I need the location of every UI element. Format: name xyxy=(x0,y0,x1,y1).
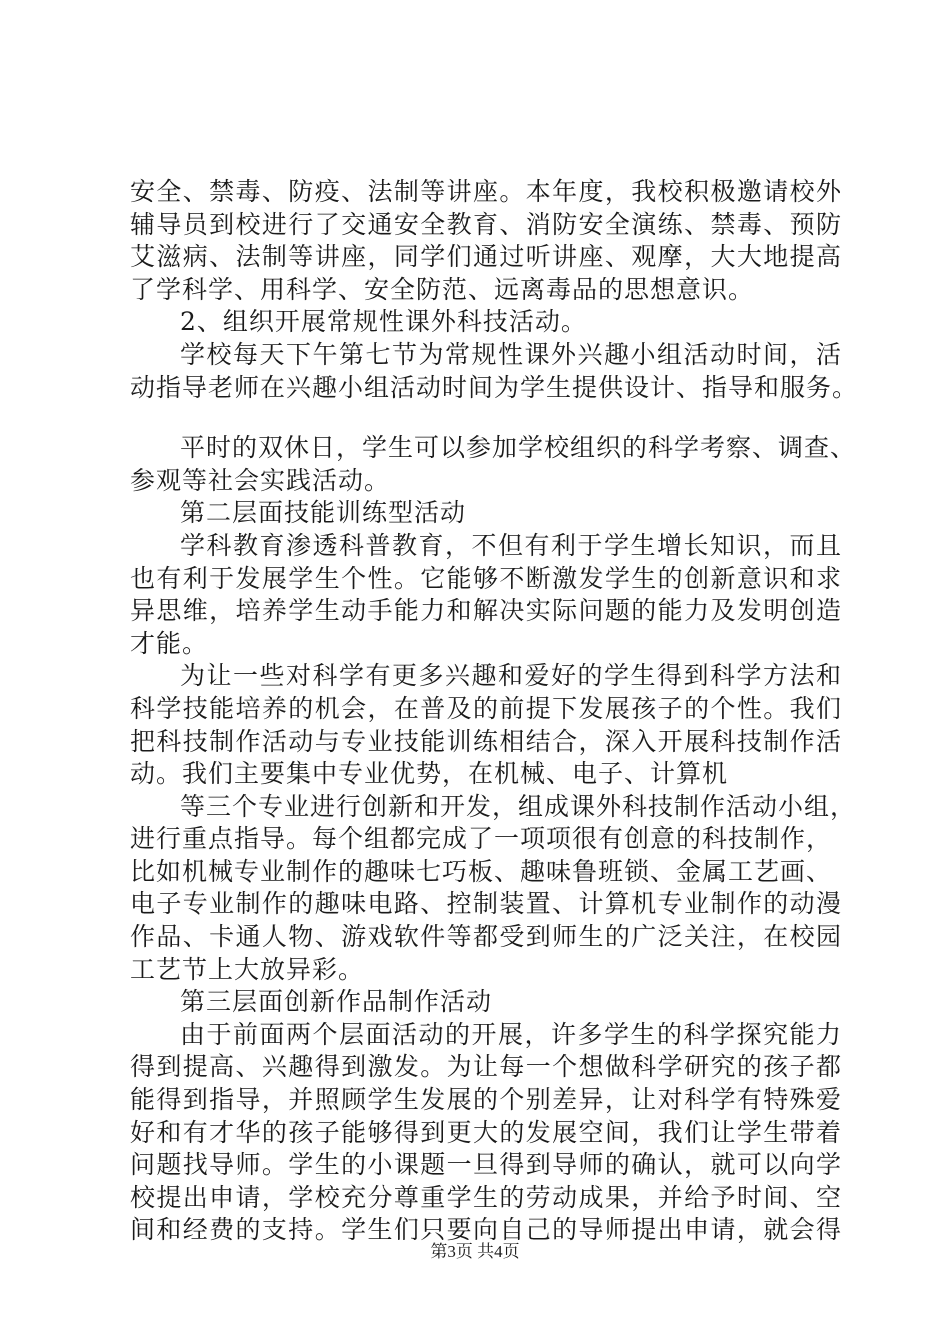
text-line: 参观等社会实践活动。 xyxy=(130,465,391,495)
text-line: 动。我们主要集中专业优势，在机械、电子、计算机 xyxy=(130,759,729,789)
text-line: 辅导员到校进行了交通安全教育、消防安全演练、禁毒、预防 xyxy=(130,209,842,239)
page-number-footer: 第3页 共4页 xyxy=(430,1242,520,1261)
text-line: 才能。 xyxy=(130,628,209,658)
paragraph-first-line: 平时的双休日，学生可以参加学校组织的科学考察、调查、 xyxy=(180,433,857,463)
text-line: 也有利于发展学生个性。它能够不断激发学生的创新意识和求 xyxy=(130,563,842,593)
text-line: 比如机械专业制作的趣味七巧板、趣味鲁班锁、金属工艺画、 xyxy=(130,856,833,886)
text-line: 作品、卡通人物、游戏软件等都受到师生的广泛关注，在校园 xyxy=(130,922,842,952)
section-heading: 2、组织开展常规性课外科技活动。 xyxy=(180,307,587,337)
text-line: 安全、禁毒、防疫、法制等讲座。本年度，我校积极邀请校外 xyxy=(130,177,842,206)
text-line: 校提出申请，学校充分尊重学生的劳动成果，并给予时间、空 xyxy=(130,1182,842,1212)
text-line: 好和有才华的孩子能够得到更大的发展空间，我们让学生带着 xyxy=(130,1117,842,1147)
text-line: 工艺节上大放异彩。 xyxy=(130,954,365,984)
text-line: 间和经费的支持。学生们只要向自己的导师提出申请，就会得 xyxy=(130,1215,842,1245)
text-line: 了学科学、用科学、安全防范、远离毒品的思想意识。 xyxy=(130,274,755,304)
text-line: 问题找导师。学生的小课题一旦得到导师的确认，就可以向学 xyxy=(130,1150,842,1180)
text-line: 科学技能培养的机会，在普及的前提下发展孩子的个性。我们 xyxy=(130,693,842,723)
paragraph-first-line: 学科教育渗透科普教育，不但有利于学生增长知识，而且 xyxy=(180,530,842,560)
paragraph-first-line: 等三个专业进行创新和开发，组成课外科技制作活动小组， xyxy=(180,791,857,821)
text-line: 得到提高、兴趣得到激发。为让每一个想做科学研究的孩子都 xyxy=(130,1052,842,1082)
paragraph-first-line: 由于前面两个层面活动的开展，许多学生的科学探究能力 xyxy=(180,1019,842,1049)
text-line: 进行重点指导。每个组都完成了一项项很有创意的科技制作， xyxy=(130,824,833,854)
text-line: 动指导老师在兴趣小组活动时间为学生提供设计、指导和服务。 xyxy=(130,372,859,402)
text-line: 把科技制作活动与专业技能训练相结合，深入开展科技制作活 xyxy=(130,726,842,756)
text-line: 异思维，培养学生动手能力和解决实际问题的能力及发明创造 xyxy=(130,596,842,626)
paragraph-first-line: 为让一些对科学有更多兴趣和爱好的学生得到科学方法和 xyxy=(180,661,842,691)
section-heading: 第三层面创新作品制作活动 xyxy=(180,987,493,1017)
section-heading: 第二层面技能训练型活动 xyxy=(180,498,467,528)
document-body xyxy=(130,176,859,1247)
text-line: 艾滋病、法制等讲座，同学们通过听讲座、观摩，大大地提高 xyxy=(130,242,842,272)
text-line: 电子专业制作的趣味电路、控制装置、计算机专业制作的动漫 xyxy=(130,889,842,919)
paragraph-first-line: 学校每天下午第七节为常规性课外兴趣小组活动时间，活 xyxy=(180,339,842,369)
paragraph-gap xyxy=(130,404,842,432)
text-line: 能得到指导，并照顾学生发展的个别差异，让对科学有特殊爱 xyxy=(130,1085,842,1115)
